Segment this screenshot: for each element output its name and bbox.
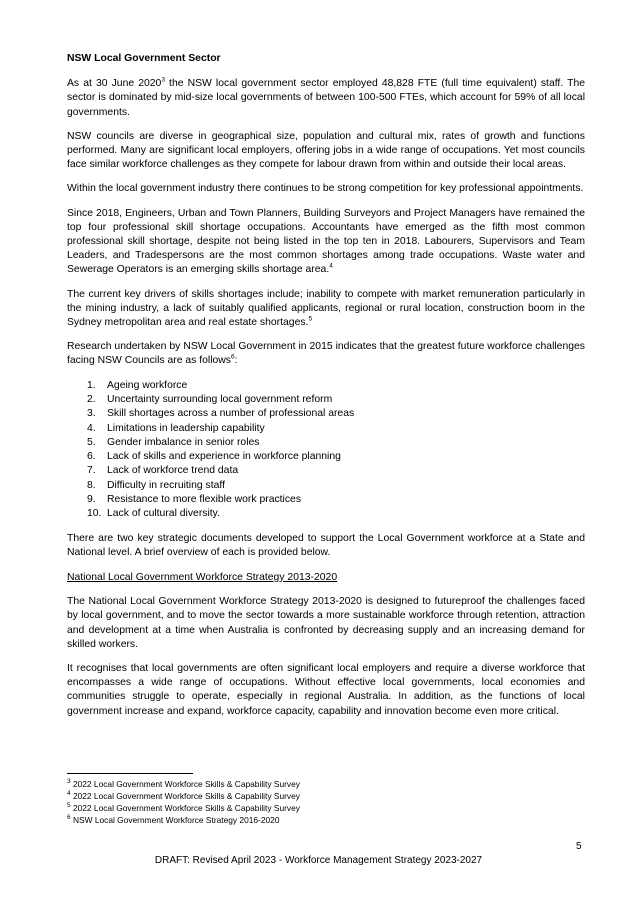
list-item: 3. Skill shortages across a number of professional areas	[87, 408, 355, 420]
paragraph-skill-shortages: Since 2018, Engineers, Urban and Town Planners, Building Surveyors and Project Managers have remained the top four professional skill shortage occupations. Accountants have emerged as the fifth most common professional skill shortage, despite not being listed in the top ten in 2018. Labourers, Supervisors and Team Leaders, and Tradespersons are the most common shortages among trade occupations. Waste water and Sewerage Operators is an emerging skills shortage area.$^4$	[67, 207, 585, 276]
paragraph-research: Research undertaken by NSW Local Government in 2015 indicates that the greatest future workforce challenges facing NSW Councils are as follows$^6$:	[67, 341, 585, 367]
subheading-national-strategy: National Local Government Workforce Strategy 2013-2020	[67, 571, 338, 583]
footnote: $^5$ 2022 Local Government Workforce Skills & Capability Survey	[67, 802, 300, 813]
footnotes	[67, 778, 300, 826]
list-item: 7. Lack of workforce trend data	[87, 465, 239, 477]
footnote-ref-5: 5	[308, 315, 313, 323]
list-item: 6. Lack of skills and experience in workforce planning	[87, 451, 341, 463]
list-item: 10. Lack of cultural diversity.	[87, 508, 220, 520]
footnote: $^3$ 2022 Local Government Workforce Skills & Capability Survey	[67, 778, 300, 789]
paragraph-strategic-documents: There are two key strategic documents developed to support the Local Government workforce at a State and National level. A brief overview of each is provided below.	[67, 533, 585, 559]
list-item: 2. Uncertainty surrounding local government reform	[87, 393, 333, 405]
section-heading: NSW Local Government Sector	[67, 53, 221, 64]
paragraph-national-strategy: The National Local Government Workforce Strategy 2013-2020 is designed to futureproof the challenges faced by local government, and to move the sector towards a more sustainable workforce through retention, attraction and development at a time when Australia is confronted by decreasing supply and an increasing demand for skilled workers.	[67, 596, 585, 650]
footnote: $^4$ 2022 Local Government Workforce Skills & Capability Survey	[67, 790, 300, 801]
footnote-divider	[67, 773, 193, 774]
list-item: 4. Limitations in leadership capability	[87, 422, 265, 434]
document-body	[67, 52, 585, 729]
challenges-list	[67, 379, 585, 522]
page-footer: DRAFT: Revised April 2023 - Workforce Management Strategy 2023-2027	[154, 855, 483, 866]
paragraph-sector-overview: As at 30 June 2020$^3$ the NSW local government sector employed 48,828 FTE (full time equivalent) staff. The sector is dominated by mid-size local governments of between 100-500 FTEs, which account for 59% of all local governments.	[67, 76, 586, 118]
list-item: 5. Gender imbalance in senior roles	[87, 436, 260, 448]
footnote-ref-4: 4	[329, 262, 333, 270]
page-number: 5	[576, 841, 582, 852]
paragraph-key-drivers: The current key drivers of skills shortages include; inability to compete with market remuneration particularly in the mining industry, a lack of suitably qualified applicants, regional or rural location, construction boom in the Sydney metropolitan area and real estate shortages.$^5$	[67, 288, 585, 329]
footnote: $^6$ NSW Local Government Workforce Strategy 2016-2020	[67, 814, 280, 825]
list-item: 1. Ageing workforce	[87, 379, 188, 391]
paragraph-competition: Within the local government industry there continues to be strong competition for key professional appointments.	[67, 183, 584, 195]
footnote-ref-6: 6	[231, 353, 235, 361]
list-item: 8. Difficulty in recruiting staff	[87, 479, 226, 491]
footnote-ref-3: 3	[161, 76, 165, 84]
list-item: 9. Resistance to more flexible work practices	[87, 494, 302, 506]
paragraph-council-diversity: NSW councils are diverse in geographical size, population and cultural mix, rates of growth and functions performed. Many are significant local employers, offering jobs in a wide range of occupations. Yet most councils face similar workforce challenges as they compete for labour drawn from within and outside their local areas.	[67, 130, 585, 171]
paragraph-local-employers: It recognises that local governments are often significant local employers and require a diverse workforce that encompasses a wide range of occupations. Without effective local governments, local economies and communities struggle to operate, especially in regional Australia. In addition, as the functions of local government increase and expand, workforce capacity, capability and innovation become even more critical.	[67, 663, 585, 717]
